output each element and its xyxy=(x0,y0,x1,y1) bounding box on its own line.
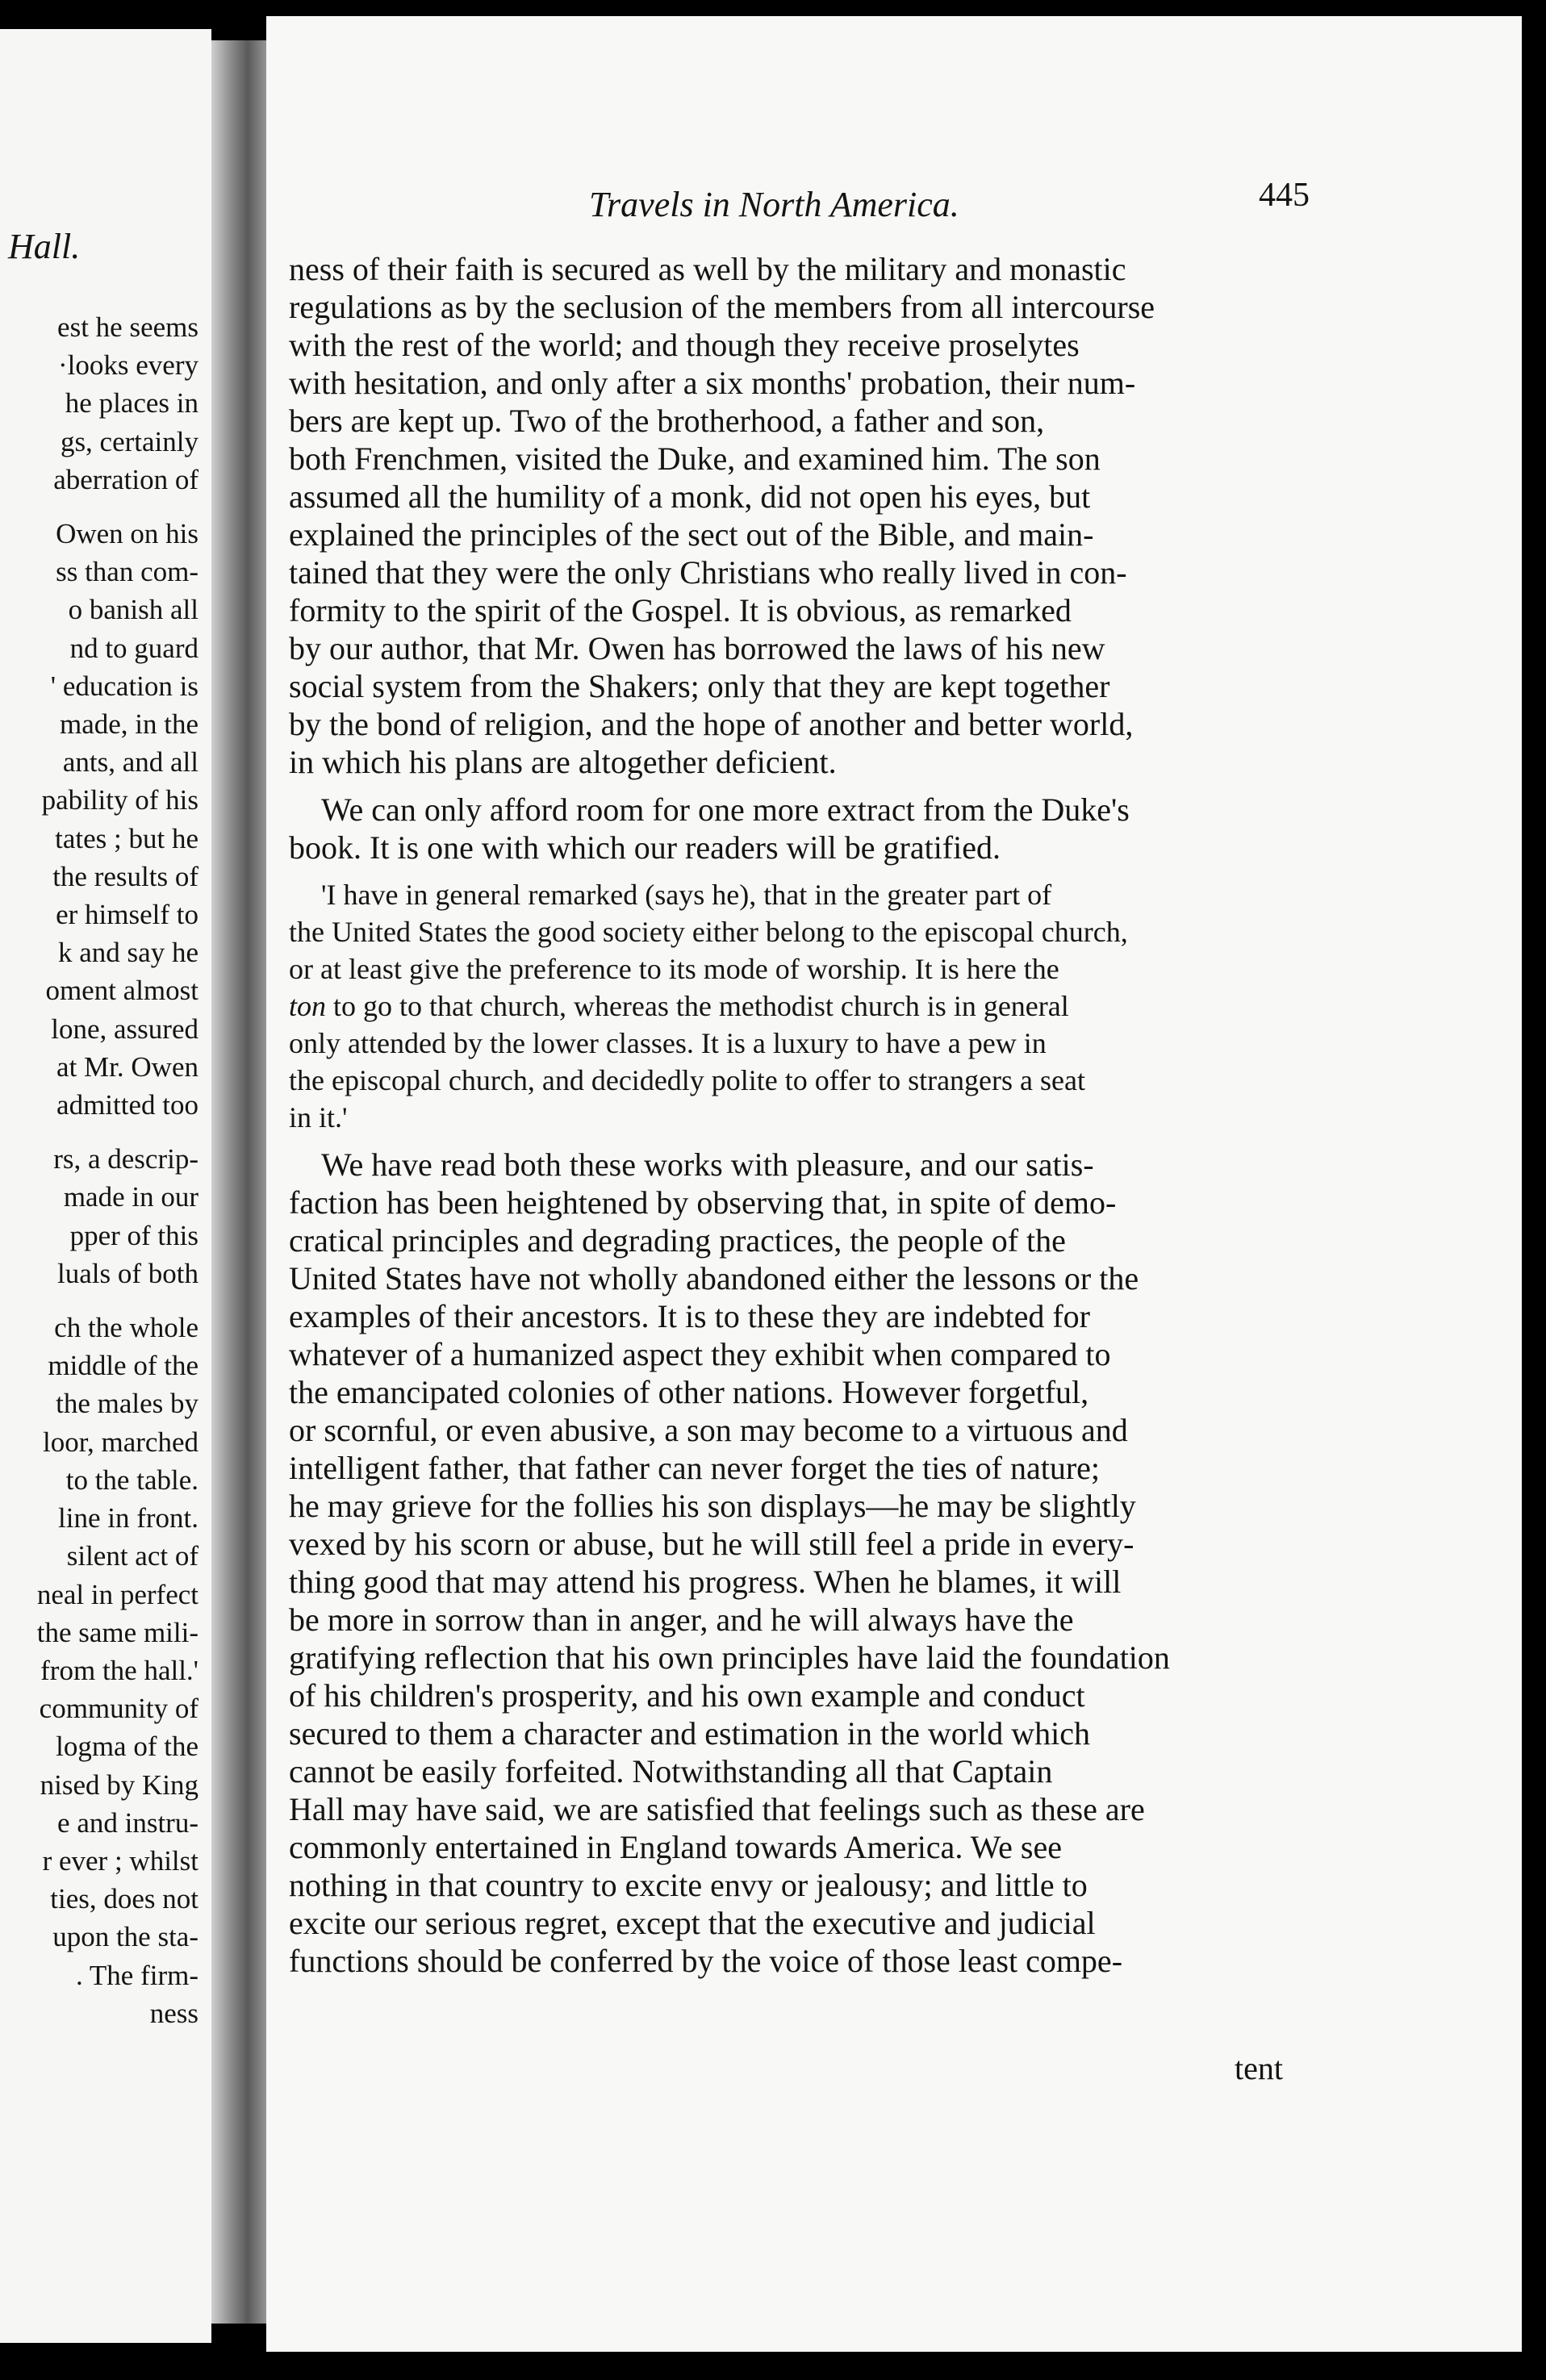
text-line: or scornful, or even abusive, a son may become to a virtuous and xyxy=(289,1412,1128,1448)
left-text-line: luals of both xyxy=(57,1257,198,1289)
left-text-line: the males by xyxy=(56,1388,198,1420)
text-line: bers are kept up. Two of the brotherhood, a father and son, xyxy=(289,403,1045,439)
paragraph xyxy=(289,250,1370,781)
text-line: book. It is one with which our readers will be gratified. xyxy=(289,829,1001,866)
text-line: intelligent father, that father can never forget the ties of nature; xyxy=(289,1450,1100,1486)
text-line: Hall may have said, we are satisfied that feelings such as these are xyxy=(289,1791,1145,1827)
text-line: formity to the spirit of the Gospel. It is obvious, as remarked xyxy=(289,592,1072,628)
left-text-line: ·looks every xyxy=(58,349,198,382)
left-text-line: admitted too xyxy=(56,1089,198,1121)
left-text-line: to the table. xyxy=(65,1463,198,1496)
text-line: gratifying reflection that his own principles have laid the foundation xyxy=(289,1639,1170,1676)
left-page-fragment xyxy=(0,29,211,2343)
text-line: only attended by the lower classes. It is a luxury to have a pew in xyxy=(289,1027,1047,1059)
left-text-line: gs, certainly xyxy=(60,425,198,457)
left-text-line: ss than com- xyxy=(56,556,198,588)
text-line: regulations as by the seclusion of the members from all intercourse xyxy=(289,289,1155,325)
catchword: tent xyxy=(1235,2050,1283,2086)
text-line: with hesitation, and only after a six months' probation, their num- xyxy=(289,365,1136,401)
left-text-line: the results of xyxy=(52,860,198,892)
text-line: commonly entertained in England towards America. We see xyxy=(289,1829,1062,1865)
left-text-line: line in front. xyxy=(58,1502,198,1534)
text-line: social system from the Shakers; only that they are kept together xyxy=(289,668,1110,704)
text-line: be more in sorrow than in anger, and he will always have the xyxy=(289,1601,1074,1638)
text-line: faction has been heightened by observing that, in spite of demo- xyxy=(289,1184,1117,1221)
left-text-line: r ever ; whilst xyxy=(42,1844,198,1877)
text-line: explained the principles of the sect out of the Bible, and main- xyxy=(289,516,1094,553)
left-text-line: pper of this xyxy=(69,1219,198,1251)
text-line: of his children's prosperity, and his own example and conduct xyxy=(289,1677,1085,1714)
running-head: Travels in North America. xyxy=(589,185,959,224)
text-line: he may grieve for the follies his son displays—he may be slightly xyxy=(289,1488,1136,1524)
body-text xyxy=(289,250,1370,1990)
text-line: United States have not wholly abandoned either the lessons or the xyxy=(289,1260,1139,1296)
left-text-line: est he seems xyxy=(57,311,198,343)
left-text-line: upon the sta- xyxy=(52,1921,198,1953)
left-text-line: community of xyxy=(39,1693,198,1725)
text-line: ton to go to that church, whereas the methodist church is in general xyxy=(289,990,1069,1022)
text-line: We can only afford room for one more extract from the Duke's xyxy=(321,791,1130,828)
left-text-line: ' education is xyxy=(50,670,198,702)
left-text-line: silent act of xyxy=(66,1540,198,1572)
left-text-line: Owen on his xyxy=(56,518,198,550)
text-line: thing good that may attend his progress. When he blames, it will xyxy=(289,1564,1122,1600)
left-text-line: er himself to xyxy=(56,899,198,931)
left-text-line: rs, a descrip- xyxy=(53,1143,198,1175)
left-text-line: tates ; but he xyxy=(55,822,198,854)
text-line: or at least give the preference to its mode of worship. It is here the xyxy=(289,953,1059,985)
text-line: cannot be easily forfeited. Notwithstanding all that Captain xyxy=(289,1753,1053,1789)
page-number: 445 xyxy=(1259,177,1310,214)
left-text-line: nd to guard xyxy=(69,632,198,664)
text-line: whatever of a humanized aspect they exhibit when compared to xyxy=(289,1336,1111,1372)
text-line: ness of their faith is secured as well by the military and monastic xyxy=(289,251,1126,287)
text-line: the United States the good society either belong to the episcopal church, xyxy=(289,916,1128,948)
left-text-line: middle of the xyxy=(48,1350,198,1382)
text-line: 'I have in general remarked (says he), that in the greater part of xyxy=(321,879,1052,911)
paragraph-gap xyxy=(289,1980,1370,1990)
left-text-line: aberration of xyxy=(53,463,198,495)
text-line: the episcopal church, and decidedly polite to offer to strangers a seat xyxy=(289,1064,1085,1096)
text-line: tained that they were the only Christians who really lived in con- xyxy=(289,554,1127,591)
text-line: We have read both these works with pleasure, and our satis- xyxy=(321,1146,1094,1183)
left-paragraph-gap xyxy=(0,1292,198,1309)
left-page-text xyxy=(0,308,198,2032)
left-text-line: e and instru- xyxy=(57,1806,198,1839)
left-text-line: ch the whole xyxy=(54,1312,198,1344)
left-text-line: logma of the xyxy=(56,1731,198,1763)
text-line: with the rest of the world; and though they receive proselytes xyxy=(289,327,1080,363)
left-text-line: he places in xyxy=(65,387,198,420)
left-text-line: k and say he xyxy=(58,937,198,969)
paragraph-gap xyxy=(289,866,1370,876)
text-line: nothing in that country to excite envy or jealousy; and little to xyxy=(289,1867,1088,1903)
left-text-line: oment almost xyxy=(45,975,198,1007)
text-line: excite our serious regret, except that the executive and judicial xyxy=(289,1905,1096,1941)
text-line: examples of their ancestors. It is to these they are indebted for xyxy=(289,1298,1090,1334)
paragraph xyxy=(289,1146,1370,1980)
left-running-head: Hall. xyxy=(8,227,81,266)
left-paragraph-gap xyxy=(0,499,198,515)
paragraph xyxy=(289,791,1370,866)
left-text-line: lone, assured xyxy=(51,1013,198,1045)
left-text-line: made, in the xyxy=(59,708,198,741)
quotation-paragraph xyxy=(289,876,1370,1136)
left-text-line: from the hall.' xyxy=(40,1654,198,1686)
left-text-line: ties, does not xyxy=(50,1883,198,1915)
left-text-line: . The firm- xyxy=(76,1959,198,1991)
paragraph-gap xyxy=(289,1136,1370,1146)
left-text-line: nised by King xyxy=(40,1768,198,1801)
text-line: secured to them a character and estimation in the world which xyxy=(289,1715,1090,1752)
left-text-line: o banish all xyxy=(68,594,198,626)
text-line: both Frenchmen, visited the Duke, and examined him. The son xyxy=(289,441,1101,477)
left-text-line: ness xyxy=(149,1997,198,2029)
left-text-line: loor, marched xyxy=(43,1426,198,1458)
text-line: in which his plans are altogether deficient. xyxy=(289,744,837,780)
left-text-line: pability of his xyxy=(41,784,198,816)
text-line: by the bond of religion, and the hope of another and better world, xyxy=(289,706,1134,742)
left-text-line: the same mili- xyxy=(36,1616,198,1648)
text-line: vexed by his scorn or abuse, but he will still feel a pride in every- xyxy=(289,1526,1134,1562)
right-page xyxy=(266,16,1522,2352)
text-line: assumed all the humility of a monk, did not open his eyes, but xyxy=(289,478,1091,515)
text-line: functions should be conferred by the voice of those least compe- xyxy=(289,1943,1123,1979)
left-text-line: made in our xyxy=(63,1181,198,1213)
left-text-line: neal in perfect xyxy=(36,1578,198,1610)
left-text-line: ants, and all xyxy=(62,746,198,779)
text-line: by our author, that Mr. Owen has borrowed the laws of his new xyxy=(289,630,1105,666)
text-line: the emancipated colonies of other nations. However forgetful, xyxy=(289,1374,1089,1410)
left-text-line: at Mr. Owen xyxy=(56,1050,198,1083)
text-line: cratical principles and degrading practices, the people of the xyxy=(289,1222,1066,1259)
left-paragraph-gap xyxy=(0,1124,198,1140)
paragraph-gap xyxy=(289,781,1370,791)
text-line: in it.' xyxy=(289,1101,348,1134)
